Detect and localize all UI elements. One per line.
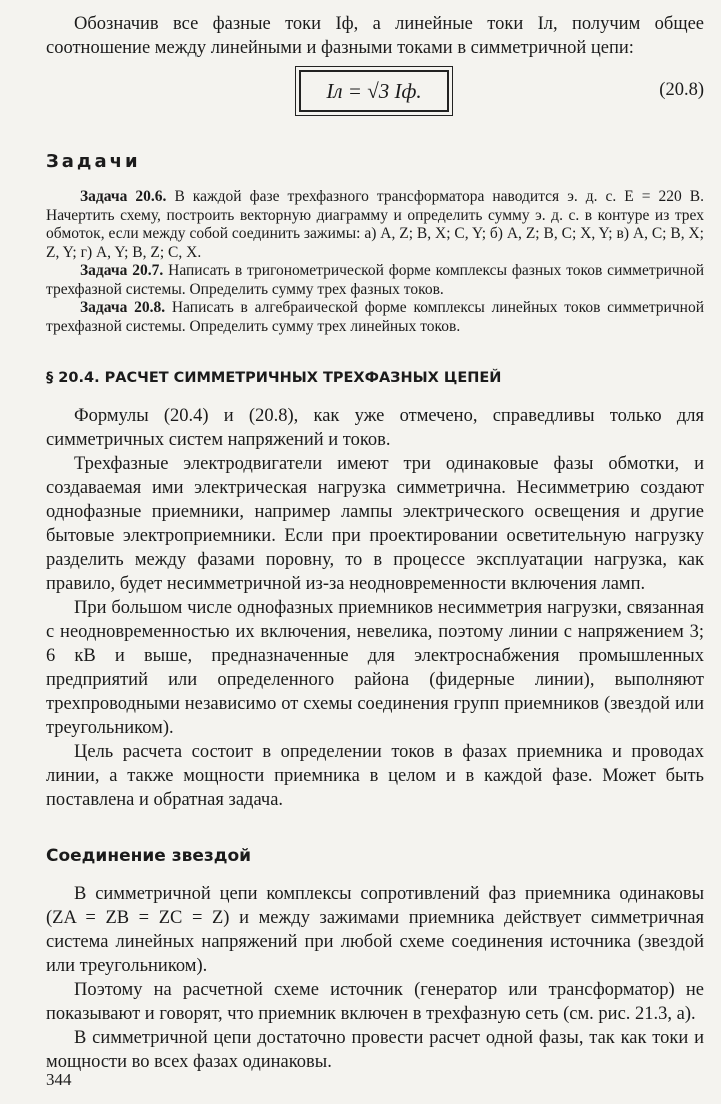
body-paragraph: Формулы (20.4) и (20.8), как уже отмечено, справедливы только для симметричных систем напряжений и токов.: [46, 406, 704, 450]
body-paragraph: Трехфазные электродвигатели имеют три одинаковые фазы обмотки, и создаваемая ими электрическая нагрузка симметрична. Несимметрию создают однофазные приемники, например лампы электрического освещения и другие бытовые электроприемники. Если при проектировании осветительную нагрузку разделить между фазами поровну, то в процессе эксплуатации нагрузка, как правило, будет несимметричной из-за неодновременности включения ламп.: [46, 454, 704, 594]
tasks-heading: Задачи: [46, 151, 141, 172]
body-paragraph: Поэтому на расчетной схеме источник (генератор или трансформатор) не показывают и говорят, что приемник включен в трехфазную сеть (см. рис. 21.3, а).: [46, 980, 704, 1024]
page-body: [46, 12, 704, 1074]
task-text: Написать в алгебраической форме комплексы линейных токов симметричной трехфазной системы. Определить сумму трех линейных токов.: [46, 299, 704, 335]
formula-box: Iл = √3 Iф.: [299, 70, 449, 112]
body-paragraph: В симметричной цепи достаточно провести расчет одной фазы, так как токи и мощности во всех фазах одинаковы.: [46, 1028, 704, 1072]
subsection-heading: Соединение звездой: [46, 846, 252, 866]
task-text: Написать в тригонометрической форме комплексы фазных токов симметричной трехфазной системы. Определить сумму трех фазных токов.: [46, 262, 705, 298]
task-label: Задача 20.6.: [80, 188, 167, 205]
task-item: [46, 262, 704, 299]
section-heading: § 20.4. РАСЧЕТ СИММЕТРИЧНЫХ ТРЕХФАЗНЫХ ЦЕПЕЙ: [46, 370, 502, 386]
task-text: В каждой фазе трехфазного трансформатора наводится э. д. с. E = 220 В. Начертить схему, построить векторную диаграмму и определить сумму э. д. с. в контуре из трех обмоток, если между собой соединить зажимы: а) A, Z; B, X; C, Y; б) A, Z; B, C; X, Y; в) A, C; B, X; Z, Y; г) A, Y; B, Z; C, X.: [46, 188, 704, 261]
task-item: [46, 299, 704, 336]
page-number: 344: [46, 1070, 72, 1089]
intro-paragraph: Обозначив все фазные токи Iф, а линейные токи Iл, получим общее соотношение между линейными и фазными токами в симметричной цепи:: [46, 14, 704, 58]
body-paragraph: В симметричной цепи комплексы сопротивлений фаз приемника одинаковы (ZA = ZB = ZC = Z) и между зажимами приемника действует симметричная система линейных напряжений при любой схеме соединения источника (звездой или треугольником).: [46, 884, 704, 976]
equation-number: (20.8): [659, 80, 704, 100]
body-paragraph: Цель расчета состоит в определении токов в фазах приемника и проводах линии, а также мощности приемника в целом и в каждой фазе. Может быть поставлена и обратная задача.: [46, 742, 704, 810]
task-label: Задача 20.7.: [80, 262, 164, 279]
formula-row: [46, 70, 704, 124]
body-paragraph: При большом числе однофазных приемников несимметрия нагрузки, связанная с неодновременностью их включения, невелика, поэтому линии с напряжением 3; 6 кВ и выше, предназначенные для электроснабжения промышленных предприятий или определенного района (фидерные линии), выполняют трехпроводными независимо от схемы соединения групп приемников (звездой или треугольником).: [46, 598, 704, 738]
task-label: Задача 20.8.: [80, 299, 166, 316]
task-item: [46, 188, 704, 262]
tasks-list: [46, 188, 704, 336]
